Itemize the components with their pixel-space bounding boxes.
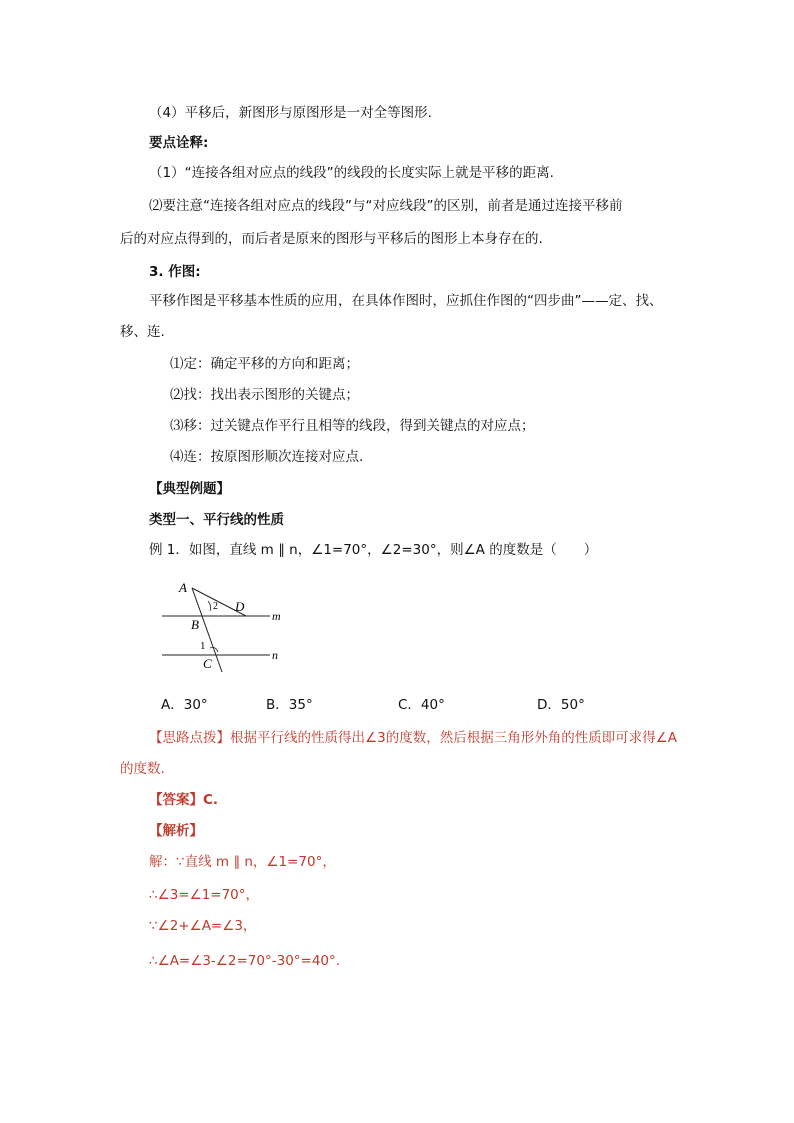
option-c: C．40°: [398, 697, 445, 713]
solution-line-1: 解：∵直线 m ∥ n，∠1=70°，: [149, 854, 336, 870]
step-2: ⑵找：找出表示图形的关键点；: [170, 387, 359, 403]
solution-line-2: ∴∠3=∠1=70°，: [149, 887, 260, 903]
line-property-4: （4）平移后，新图形与原图形是一对全等图形.: [149, 105, 432, 121]
label-angle-2: 2: [213, 601, 218, 612]
key-points-heading: 要点诠释:: [149, 135, 209, 151]
drawing-intro-cont: 移、连.: [120, 324, 165, 340]
analysis-heading: 【解析】: [149, 823, 203, 839]
step-4: ⑷连：按原图形顺次连接对应点.: [170, 449, 364, 465]
label-m: m: [272, 609, 281, 623]
option-a: A．30°: [161, 697, 208, 713]
solution-line-4: ∴∠A=∠3-∠2=70°-30°=40°.: [149, 953, 341, 969]
label-n: n: [272, 648, 278, 662]
angle-2-arc: [208, 601, 211, 611]
step-3: ⑶移：过关键点作平行且相等的线段，得到关键点的对应点；: [170, 418, 535, 434]
label-b: B: [191, 617, 199, 632]
key-point-2: ⑵要注意“连接各组对应点的线段”与“对应线段”的区别，前者是通过连接平移前: [149, 198, 623, 214]
hint-line-1: 【思路点拨】根据平行线的性质得出∠3的度数，然后根据三角形外角的性质即可求得∠A: [149, 730, 678, 746]
parallel-lines-figure: [150, 576, 295, 676]
answer-line: 【答案】C.: [149, 792, 219, 808]
key-point-2-cont: 后的对应点得到的，而后者是原来的图形与平移后的图形上本身存在的.: [120, 231, 543, 247]
key-point-1: （1）“连接各组对应点的线段”的线段的长度实际上就是平移的距离.: [149, 165, 554, 181]
option-d: D．50°: [537, 697, 585, 713]
step-1: ⑴定：确定平移的方向和距离；: [170, 356, 359, 372]
section-3-heading: 3. 作图:: [149, 264, 201, 280]
label-d: D: [235, 599, 245, 614]
label-angle-1: 1: [200, 640, 206, 652]
hint-line-2: 的度数.: [120, 761, 165, 777]
label-c: C: [203, 656, 212, 671]
type-1-heading: 类型一、平行线的性质: [149, 512, 284, 528]
solution-line-3: ∵∠2+∠A=∠3，: [149, 918, 257, 934]
label-a: A: [179, 580, 187, 595]
option-b: B．35°: [266, 697, 313, 713]
drawing-intro: 平移作图是平移基本性质的应用，在具体作图时，应抓住作图的“四步曲”——定、找、: [149, 293, 663, 309]
examples-heading: 【典型例题】: [149, 481, 230, 497]
example-1-question: 例 1．如图，直线 m ∥ n，∠1=70°，∠2=30°，则∠A 的度数是（ ）: [149, 542, 598, 558]
